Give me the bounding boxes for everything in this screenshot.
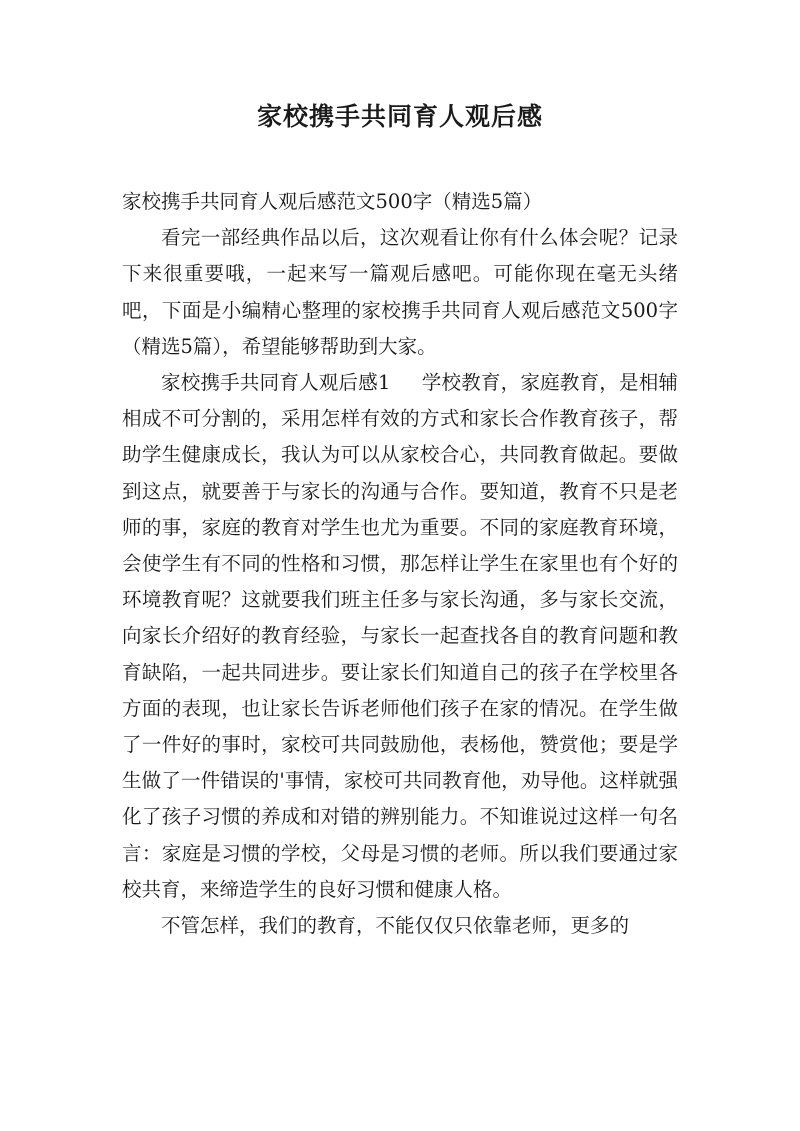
document-title: 家校携手共同育人观后感 (256, 102, 543, 131)
document-body (122, 184, 678, 944)
subtitle-line: 家校携手共同育人观后感范文500字（精选5篇） (122, 190, 543, 213)
section-1-text: 学校教育，家庭教育，是相辅相成不可分割的，采用怎样有效的方式和家长合作教育孩子，帮助学生健康成长，我认为可以从家校合心，共同教育做起。要做到这点，就要善于与家长的沟通与合作。要知道，教育不只是老师的事，家庭的教育对学生也尤为重要。不同的家庭教育环境，会使学生有不同的性格和习惯，那怎样让学生在家里也有个好的环境教育呢？这就要我们班主任多与家长沟通，多与家长交流，向家长介绍好的教育经验，与家长一起查找各自的教育问题和教育缺陷，一起共同进步。要让家长们知道自己的孩子在学校里各方面的表现，也让家长告诉老师他们孩子在家的情况。在学生做了一件好的事时，家校可共同鼓励他，表杨他，赞赏他；要是学生做了一件错误的'事情，家校可共同教育他，劝导他。这样就强化了孩子习惯的养成和对错的辨别能力。不知谁说过这样一句名言：家庭是习惯的学校，父母是习惯的老师。所以我们要通过家校共育，来缔造学生的良好习惯和健康人格。 (122, 371, 678, 901)
intro-paragraph: 看完一部经典作品以后，这次观看让你有什么体会呢？记录下来很重要哦，一起来写一篇观后感吧。可能你现在毫无头绪吧，下面是小编精心整理的家校携手共同育人观后感范文500字（精选5篇），希望能够帮助到大家。 (122, 226, 678, 358)
section-1-heading: 家校携手共同育人观后感1 (161, 371, 391, 395)
paragraph-3: 不管怎样，我们的教育，不能仅仅只依靠老师，更多的 (161, 914, 630, 938)
section-1-paragraph (122, 365, 678, 908)
